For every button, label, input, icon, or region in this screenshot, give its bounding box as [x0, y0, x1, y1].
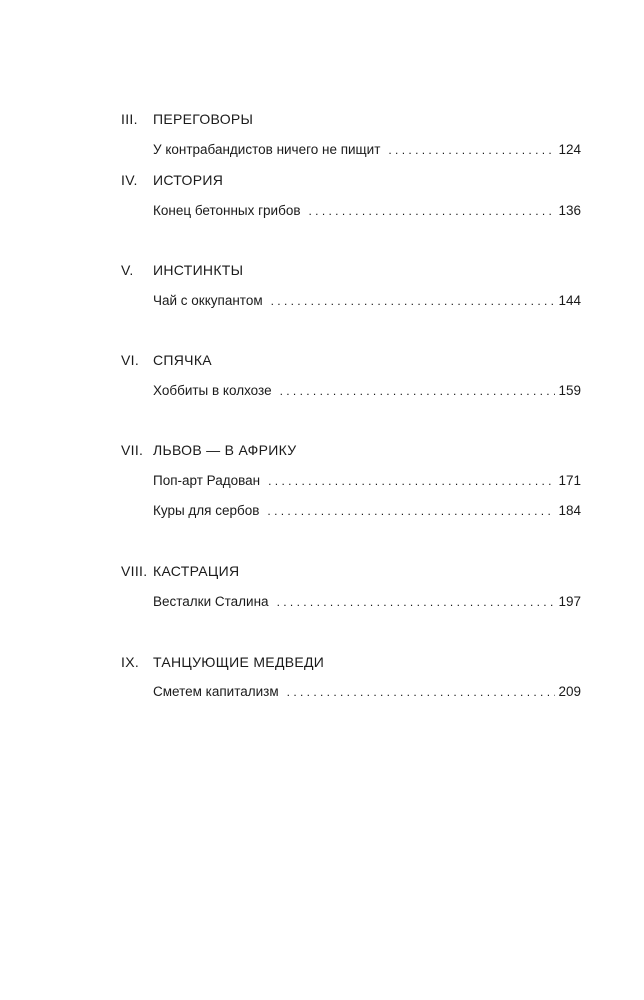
entry-title: Сметем капитализм: [153, 684, 279, 699]
part-number: IV.: [121, 172, 138, 188]
entry-title: Поп-арт Радован: [153, 473, 261, 488]
dot-leader: [271, 293, 556, 309]
dot-leader: [388, 142, 555, 158]
entry-page-number: 144: [558, 293, 581, 308]
toc-entry[interactable]: [153, 142, 581, 158]
entry-page-number: 136: [558, 203, 581, 218]
toc-entry[interactable]: [153, 293, 581, 309]
dot-leader: [280, 383, 556, 399]
part-title: ПЕРЕГОВОРЫ: [153, 111, 254, 127]
part-heading: [121, 111, 253, 127]
entry-title: Хоббиты в колхозе: [153, 383, 272, 398]
part-heading: [121, 352, 212, 368]
part-number: VI.: [121, 352, 140, 368]
part-title: ИНСТИНКТЫ: [153, 262, 244, 278]
entry-page-number: 159: [558, 383, 581, 398]
part-heading: [121, 563, 239, 579]
toc-entry[interactable]: [153, 203, 581, 219]
part-number: IX.: [121, 654, 140, 670]
entry-title: Конец бетонных грибов: [153, 203, 301, 218]
entry-page-number: 124: [558, 142, 581, 157]
entry-title: Куры для сербов: [153, 503, 260, 518]
toc-entry[interactable]: [153, 684, 581, 700]
part-title: ТАНЦУЮЩИЕ МЕДВЕДИ: [153, 654, 325, 670]
toc-entry[interactable]: [153, 594, 581, 610]
entry-page-number: 184: [558, 503, 581, 518]
dot-leader: [309, 203, 556, 219]
entry-page-number: 209: [558, 684, 581, 699]
entry-title: У контрабандистов ничего не пищит: [153, 142, 381, 157]
dot-leader: [277, 594, 556, 610]
entry-page-number: 197: [558, 594, 581, 609]
toc-entry[interactable]: [153, 503, 581, 519]
part-number: VIII.: [121, 563, 148, 579]
toc-entry[interactable]: [153, 473, 581, 489]
dot-leader: [287, 684, 556, 700]
part-number: VII.: [121, 442, 144, 458]
entry-title: Чай с оккупантом: [153, 293, 263, 308]
dot-leader: [267, 503, 555, 519]
entry-title: Весталки Сталина: [153, 594, 269, 609]
part-heading: [121, 654, 324, 670]
part-number: III.: [121, 111, 138, 127]
part-title: КАСТРАЦИЯ: [153, 563, 240, 579]
part-title: СПЯЧКА: [153, 352, 212, 368]
part-title: ЛЬВОВ — В АФРИКУ: [153, 442, 297, 458]
toc-entry[interactable]: [153, 383, 581, 399]
part-heading: [121, 172, 223, 188]
dot-leader: [268, 473, 555, 489]
part-heading: [121, 262, 243, 278]
part-title: ИСТОРИЯ: [153, 172, 224, 188]
part-heading: [121, 442, 296, 458]
entry-page-number: 171: [558, 473, 581, 488]
part-number: V.: [121, 262, 134, 278]
